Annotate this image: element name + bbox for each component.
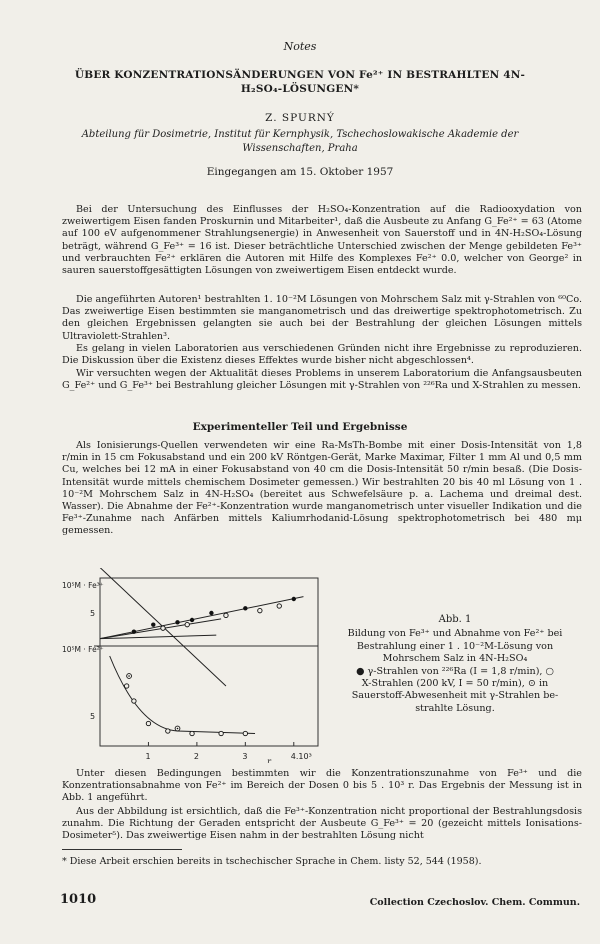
paragraph-4: Wir versuchten wegen der Aktualität dieses Problems in unserem Laboratorium die Anfangsausbeuten G_Fe²⁺ und G_Fe³⁺ bei Bestrahlung gleicher Lösungen mit γ-Strahlen von ²²⁶Ra und X-Strahlen zu messen. [62, 368, 582, 392]
data-point-filled [243, 606, 247, 610]
figure [60, 568, 330, 763]
data-point-open [277, 604, 281, 608]
y-axis-label-upper: 10⁵M · Fe³⁺ [62, 581, 104, 590]
data-point-open [190, 731, 194, 735]
data-point-filled [292, 597, 296, 601]
data-point-filled [151, 622, 155, 626]
running-header: Notes [283, 40, 317, 53]
received-date: Eingegangen am 15. Oktober 1957 [206, 166, 394, 178]
caption-line: Sauerstoff-Abwesenheit mit γ-Strahlen be- [351, 690, 559, 702]
journal-name: Collection Czechoslov. Chem. Commun. [369, 897, 580, 908]
data-point-open [219, 731, 223, 735]
data-point-open [224, 613, 228, 617]
data-point-filled [132, 629, 136, 633]
data-point-open [124, 684, 128, 688]
section-paragraph: Als Ionisierungs-Quellen verwendeten wir eine Ra-MsTh-Bombe mit einer Dosis-Intensität von 1,8 r/min in 15 cm Fokusabstand und ein 200 kV Röntgen-Gerät, Marke Maximar, Filter 1 mm Al und 0,5 mm Cu, welches bei 12 mA in einer Fokusabstand von 40 cm die Dosis-Intensität 50 r/min besaß. (Die Dosis-Intensität wurde mittels chemischem Dosimeter gemessen.) Wir bestrahlten 20 bis 40 ml Lösung von 1 . 10⁻²M Mohrschem Salz in 4N-H₂SO₄ (bereitet aus Schwefelsäure p. a. Lachema und dreimal dest. Wasser). Die Abnahme der Fe²⁺-Konzentration wurde manganometrisch unter visueller Indikation und die Fe³⁺-Zunahme nach Anfärben mittels Kaliumrhodanid-Lösung spektrophotometrisch bei 480 mμ gemessen. [62, 440, 582, 537]
data-point-open [185, 622, 189, 626]
paragraph-2: Die angeführten Autoren¹ bestrahlten 1. 10⁻²M Lösungen von Mohrschem Salz mit γ-Strahlen von ⁶⁰Co. Das zweiwertige Eisen bestimmten sie manganometrisch und das dreiwertige spektrophotometrisch. Zu den gleichen Ergebnissen gelangten sie auch bei der Bestrahlung der gleichen Lösungen mittels Ultraviolett-Strahlen³. [62, 294, 582, 342]
footnote: * Diese Arbeit erschien bereits in tschechischer Sprache in Chem. listy 52, 544 (1958). [62, 856, 482, 867]
paragraph-3: Es gelang in vielen Laboratorien aus verschiedenen Gründen nicht ihre Ergebnisse zu reproduzieren. Die Diskussion über die Existenz dieses Effektes wurde bisher nicht abgeschlossen⁴. [62, 343, 582, 367]
data-point-open [243, 731, 247, 735]
caption-line: strahlte Lösung. [415, 702, 495, 714]
footnote-rule [62, 849, 182, 850]
chart-svg [60, 568, 330, 763]
data-point-open [161, 626, 165, 630]
data-point-filled [190, 618, 194, 622]
x-axis-label: r [267, 757, 271, 763]
data-point-dotted-center [177, 728, 179, 730]
data-point-open [258, 608, 262, 612]
article-title: ÜBER KONZENTRATIONSÄNDERUNGEN VON Fe²⁺ IN BESTRAHLTEN 4N-H₂SO₄-LÖSUNGEN* [74, 69, 526, 95]
fit-line-fe3-gamma [100, 597, 303, 639]
data-point-filled [175, 620, 179, 624]
section-title: Experimenteller Teil und Ergebnisse [192, 421, 408, 433]
figure-label: Abb. 1 [438, 614, 472, 625]
x-tick-label: 2 [193, 752, 199, 761]
y-axis-label-lower: 10⁵M · Fe²⁺ [62, 645, 104, 654]
caption-line: Bestrahlung einer 1 . 10⁻²M-Lösung von [356, 640, 554, 652]
caption-line: Bildung von Fe³⁺ und Abnahme von Fe²⁺ bei [347, 628, 563, 640]
data-point-filled [209, 611, 213, 615]
caption-line: ● γ-Strahlen von ²²⁶Ra (I = 1,8 r/min), ○ [356, 665, 554, 677]
caption-line: X-Strahlen (200 kV, I = 50 r/min), ⊙ in [361, 678, 549, 690]
y-tick-label-lower: 5 [90, 712, 96, 721]
paragraph-1: Bei der Untersuchung des Einflusses der H₂SO₄-Konzentration auf die Radiooxydation von zweiwertigem Eisen fanden Proskurnin und Mitarbeiter¹, daß die Ausbeute zu Anfang G_Fe²⁺ = 63 (Atome auf 100 eV aufgenommener Strahlungsenergie) in Anwesenheit von Sauerstoff und in 4N-H₂SO₄-Lösung beträgt, während G_Fe³⁺ = 16 ist. Dieser beträchtliche Unterschied zwischen der Menge gebildeten Fe³⁺ und verbrauchten Fe²⁺ erklären die Autoren mit Hilfe des Komplexes Fe²⁺ 0.0, welcher von George² in sauren sauerstoffgesättigten Lösungen von zweiwertigem Eisen entdeckt wurde. [62, 204, 582, 277]
data-point-dotted-center [128, 675, 130, 677]
caption-line: Mohrschem Salz in 4N-H₂SO₄ [382, 653, 528, 665]
figure-caption [326, 614, 584, 715]
x-tick-label: 1 [145, 752, 151, 761]
affiliation: Abteilung für Dosimetrie, Institut für Kernphysik, Tschechoslowakische Akademie der Wissenschaften, Praha [81, 129, 519, 154]
data-point-open [166, 729, 170, 733]
author: Z. SPURNÝ [265, 112, 335, 124]
data-point-open [132, 699, 136, 703]
page-number: 1010 [60, 892, 97, 907]
x-tick-label: 3 [242, 752, 248, 761]
paragraph-after-figure-1: Unter diesen Bedingungen bestimmten wir die Konzentrationszunahme von Fe³⁺ und die Konzentrationsabnahme von Fe²⁺ im Bereich der Dosen 0 bis 5 . 10³ r. Das Ergebnis der Messung ist in Abb. 1 angeführt. [62, 768, 582, 804]
y-tick-label-upper: 5 [90, 609, 96, 618]
paragraph-after-figure-2: Aus der Abbildung ist ersichtlich, daß die Fe³⁺-Konzentration nicht proportional der Bestrahlungsdosis zunahm. Die Richtung der Geraden entspricht der Ausbeute G_Fe³⁺ = 20 (gezeicht mittels Ionisations-Dosimeter⁵). Das zweiwertige Eisen nahm in der bestrahlten Lösung nicht [62, 806, 582, 842]
x-tick-label: 4.10³ [290, 752, 312, 761]
data-point-open [146, 721, 150, 725]
fit-curve-fe2 [110, 656, 255, 734]
plot-frame [100, 578, 318, 746]
